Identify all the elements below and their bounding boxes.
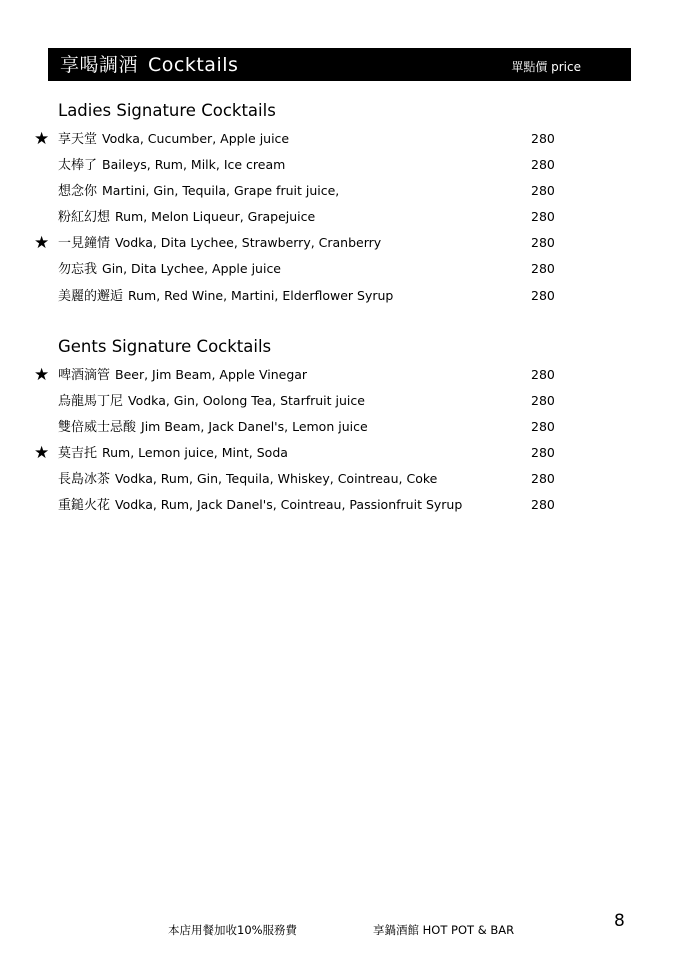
item-price: 280: [531, 261, 555, 277]
menu-item: [0, 444, 679, 470]
item-ingredients: Baileys, Rum, Milk, Ice cream: [102, 157, 286, 173]
page-title: [60, 53, 238, 77]
menu-item: [0, 156, 679, 182]
item-name-zh: 勿忘我: [58, 262, 98, 278]
star-icon: ★: [34, 443, 50, 464]
menu-item: [0, 287, 679, 313]
item-name: [58, 445, 288, 462]
item-price: 280: [531, 471, 555, 487]
item-ingredients: Vodka, Rum, Gin, Tequila, Whiskey, Cointreau, Coke: [115, 471, 438, 487]
item-price: 280: [531, 131, 555, 146]
item-price: 280: [531, 393, 555, 409]
brand-name: 享鍋酒館 HOT POT & BAR: [373, 923, 515, 937]
section-title: Gents Signature Cocktails: [58, 337, 272, 356]
item-ingredients: Rum, Red Wine, Martini, Elderflower Syrup: [128, 287, 394, 303]
menu-item: [0, 130, 679, 156]
item-name: [58, 393, 365, 410]
item-ingredients: Beer, Jim Beam, Apple Vinegar: [115, 367, 308, 382]
item-ingredients: Jim Beam, Jack Danel's, Lemon juice: [141, 419, 368, 435]
item-price: 280: [531, 183, 555, 199]
page-title-zh: 享喝調酒: [60, 54, 139, 76]
item-price: 280: [531, 367, 555, 382]
item-ingredients: Vodka, Gin, Oolong Tea, Starfruit juice: [128, 393, 365, 409]
star-icon: ★: [34, 129, 50, 149]
menu-item: [0, 234, 679, 260]
item-ingredients: Martini, Gin, Tequila, Grape fruit juice,: [102, 183, 340, 199]
item-name: [58, 235, 381, 252]
item-name-zh: 太棒了: [58, 158, 98, 174]
item-price: 280: [531, 419, 555, 435]
menu-item: [0, 182, 679, 208]
item-ingredients: Vodka, Rum, Jack Danel's, Cointreau, Passionfruit Syrup: [115, 497, 463, 513]
item-name-zh: 烏龍馬丁尼: [58, 394, 124, 410]
item-ingredients: Vodka, Dita Lychee, Strawberry, Cranberry: [115, 235, 382, 251]
star-icon: ★: [34, 365, 50, 385]
service-charge-note: 本店用餐加收10%服務費: [168, 923, 298, 937]
section-title: Ladies Signature Cocktails: [58, 101, 276, 120]
menu-item: [0, 496, 679, 522]
item-name: [58, 261, 281, 278]
item-name: [58, 367, 307, 384]
price-column-label: 單點價 price: [511, 60, 581, 74]
star-icon: ★: [34, 233, 50, 254]
item-name: [58, 209, 315, 226]
item-name: [58, 288, 393, 305]
item-name-zh: 粉紅幻想: [58, 210, 111, 226]
item-price: 280: [531, 497, 555, 513]
item-name: [58, 471, 437, 488]
item-name-zh: 長島冰茶: [58, 472, 111, 488]
menu-item: [0, 366, 679, 392]
item-name-zh: 享天堂: [58, 132, 98, 147]
item-ingredients: Gin, Dita Lychee, Apple juice: [102, 261, 282, 277]
menu-item: [0, 208, 679, 234]
menu-list: [0, 366, 679, 523]
item-name: [58, 183, 339, 200]
item-name: [58, 157, 285, 174]
item-ingredients: Rum, Melon Liqueur, Grapejuice: [115, 209, 316, 225]
item-name: [58, 497, 462, 514]
item-name-zh: 想念你: [58, 184, 98, 200]
page-title-en: Cocktails: [148, 54, 239, 76]
menu-list: [0, 130, 679, 313]
item-ingredients: Vodka, Cucumber, Apple juice: [102, 131, 290, 146]
item-name-zh: 啤酒滴管: [58, 368, 111, 383]
item-price: 280: [531, 209, 555, 225]
item-name-zh: 雙倍威士忌酸: [58, 420, 137, 436]
item-price: 280: [531, 445, 555, 461]
item-price: 280: [531, 287, 555, 303]
menu-item: [0, 392, 679, 418]
item-price: 280: [531, 235, 555, 251]
item-name: [58, 131, 289, 148]
item-name-zh: 重鎚火花: [58, 498, 111, 514]
item-name: [58, 419, 368, 436]
page-number: 8: [614, 911, 625, 931]
menu-item: [0, 418, 679, 444]
item-name-zh: 莫吉托: [58, 446, 98, 462]
item-name-zh: 美麗的邂逅: [58, 288, 124, 304]
header-bar: [48, 48, 631, 81]
menu-item: [0, 260, 679, 286]
item-name-zh: 一見鐘情: [58, 236, 111, 252]
item-price: 280: [531, 157, 555, 173]
menu-item: [0, 470, 679, 496]
item-ingredients: Rum, Lemon juice, Mint, Soda: [102, 445, 288, 461]
